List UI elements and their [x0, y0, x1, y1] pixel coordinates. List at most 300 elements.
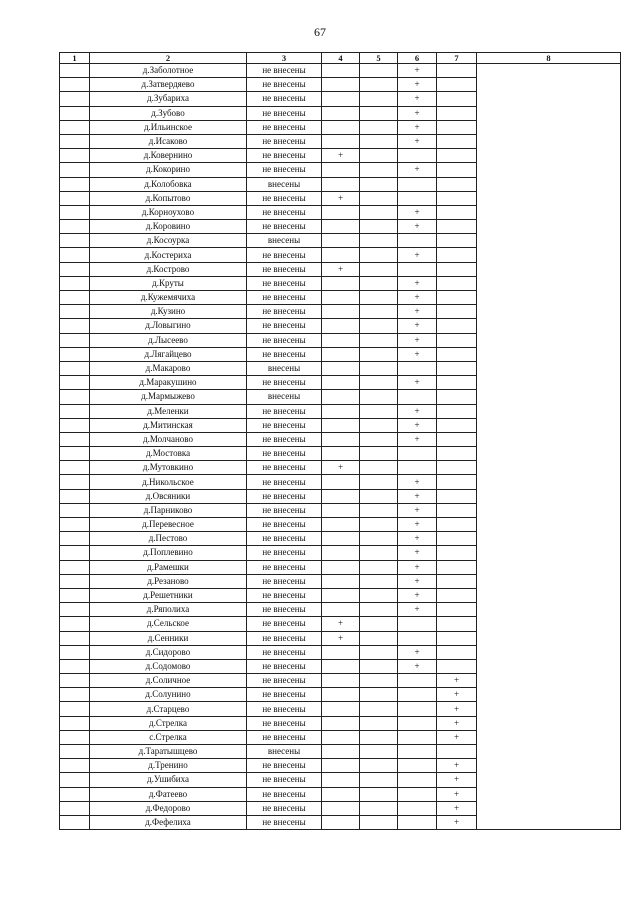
status-cell: не внесены: [247, 588, 322, 602]
col5-mark-cell: [360, 603, 398, 617]
col4-mark-cell: [322, 588, 360, 602]
status-cell: не внесены: [247, 574, 322, 588]
col6-mark-cell: +: [398, 163, 437, 177]
col6-mark-cell: +: [398, 532, 437, 546]
col5-mark-cell: [360, 645, 398, 659]
col6-mark-cell: +: [398, 205, 437, 219]
col4-mark-cell: [322, 64, 360, 78]
col6-mark-cell: +: [398, 432, 437, 446]
settlement-name-cell: д.Сенники: [90, 631, 247, 645]
row-number-cell: [60, 815, 90, 829]
status-cell: не внесены: [247, 134, 322, 148]
col4-mark-cell: [322, 603, 360, 617]
col4-mark-cell: [322, 801, 360, 815]
col5-mark-cell: [360, 574, 398, 588]
col7-mark-cell: [437, 560, 477, 574]
col4-mark-cell: [322, 205, 360, 219]
row-number-cell: [60, 404, 90, 418]
row-number-cell: [60, 702, 90, 716]
settlement-name-cell: д.Ушибиха: [90, 773, 247, 787]
col4-mark-cell: +: [322, 149, 360, 163]
col5-mark-cell: [360, 418, 398, 432]
status-cell: не внесены: [247, 276, 322, 290]
col7-mark-cell: [437, 64, 477, 78]
col6-mark-cell: [398, 262, 437, 276]
row-number-cell: [60, 361, 90, 375]
col7-mark-cell: [437, 603, 477, 617]
col7-mark-cell: [437, 78, 477, 92]
col7-mark-cell: [437, 418, 477, 432]
col7-mark-cell: [437, 532, 477, 546]
settlement-name-cell: д.Старцево: [90, 702, 247, 716]
col5-mark-cell: [360, 177, 398, 191]
col4-mark-cell: [322, 361, 360, 375]
col7-mark-cell: +: [437, 674, 477, 688]
col5-mark-cell: [360, 347, 398, 361]
col7-mark-cell: [437, 149, 477, 163]
row-number-cell: [60, 574, 90, 588]
row-number-cell: [60, 603, 90, 617]
col7-mark-cell: [437, 177, 477, 191]
column-header: 6: [398, 53, 437, 64]
settlement-name-cell: д.Молчаново: [90, 432, 247, 446]
row-number-cell: [60, 503, 90, 517]
col7-mark-cell: [437, 106, 477, 120]
col6-mark-cell: [398, 191, 437, 205]
col6-mark-cell: +: [398, 603, 437, 617]
settlement-name-cell: д.Ряполиха: [90, 603, 247, 617]
col6-mark-cell: +: [398, 588, 437, 602]
status-cell: не внесены: [247, 333, 322, 347]
row-number-cell: [60, 220, 90, 234]
col4-mark-cell: [322, 773, 360, 787]
col6-mark-cell: +: [398, 106, 437, 120]
settlement-name-cell: д.Зубариха: [90, 92, 247, 106]
row-number-cell: [60, 78, 90, 92]
settlement-name-cell: д.Костериха: [90, 248, 247, 262]
settlement-name-cell: д.Круты: [90, 276, 247, 290]
status-cell: не внесены: [247, 262, 322, 276]
col5-mark-cell: [360, 688, 398, 702]
settlement-name-cell: д.Копытово: [90, 191, 247, 205]
row-number-cell: [60, 248, 90, 262]
column-header: 3: [247, 53, 322, 64]
row-number-cell: [60, 418, 90, 432]
col7-mark-cell: [437, 163, 477, 177]
row-number-cell: [60, 588, 90, 602]
status-cell: не внесены: [247, 319, 322, 333]
col5-mark-cell: [360, 716, 398, 730]
col5-mark-cell: [360, 801, 398, 815]
col7-mark-cell: [437, 234, 477, 248]
col7-mark-cell: [437, 205, 477, 219]
row-number-cell: [60, 262, 90, 276]
status-cell: не внесены: [247, 447, 322, 461]
col4-mark-cell: [322, 688, 360, 702]
col4-mark-cell: [322, 503, 360, 517]
col4-mark-cell: [322, 276, 360, 290]
row-number-cell: [60, 291, 90, 305]
col7-mark-cell: [437, 546, 477, 560]
status-cell: не внесены: [247, 603, 322, 617]
col5-mark-cell: [360, 631, 398, 645]
col6-mark-cell: [398, 631, 437, 645]
col5-mark-cell: [360, 447, 398, 461]
col6-mark-cell: +: [398, 78, 437, 92]
col4-mark-cell: [322, 305, 360, 319]
col7-mark-cell: [437, 631, 477, 645]
status-cell: не внесены: [247, 149, 322, 163]
col5-mark-cell: [360, 546, 398, 560]
row-number-cell: [60, 518, 90, 532]
status-cell: не внесены: [247, 404, 322, 418]
settlement-name-cell: д.Корноухово: [90, 205, 247, 219]
col5-mark-cell: [360, 461, 398, 475]
col7-mark-cell: [437, 248, 477, 262]
settlement-name-cell: д.Никольское: [90, 475, 247, 489]
col5-mark-cell: [360, 333, 398, 347]
col7-mark-cell: [437, 489, 477, 503]
col5-mark-cell: [360, 745, 398, 759]
col5-mark-cell: [360, 475, 398, 489]
col4-mark-cell: [322, 163, 360, 177]
col4-mark-cell: [322, 560, 360, 574]
col6-mark-cell: [398, 617, 437, 631]
column-header: 5: [360, 53, 398, 64]
status-cell: не внесены: [247, 418, 322, 432]
col6-mark-cell: +: [398, 659, 437, 673]
settlement-name-cell: д.Фатеево: [90, 787, 247, 801]
col7-mark-cell: [437, 220, 477, 234]
settlement-name-cell: д.Коровино: [90, 220, 247, 234]
col5-mark-cell: [360, 404, 398, 418]
col6-mark-cell: [398, 361, 437, 375]
col7-mark-cell: [437, 745, 477, 759]
row-number-cell: [60, 64, 90, 78]
settlement-name-cell: д.Макарово: [90, 361, 247, 375]
settlement-name-cell: д.Зубово: [90, 106, 247, 120]
col6-mark-cell: [398, 787, 437, 801]
col6-mark-cell: +: [398, 560, 437, 574]
col7-mark-cell: +: [437, 716, 477, 730]
settlement-name-cell: д.Заболотное: [90, 64, 247, 78]
col5-mark-cell: [360, 773, 398, 787]
col5-mark-cell: [360, 560, 398, 574]
row-number-cell: [60, 617, 90, 631]
status-cell: не внесены: [247, 78, 322, 92]
status-cell: не внесены: [247, 532, 322, 546]
status-cell: не внесены: [247, 248, 322, 262]
col6-mark-cell: [398, 730, 437, 744]
col4-mark-cell: [322, 674, 360, 688]
col7-mark-cell: [437, 276, 477, 290]
table-body: [60, 53, 621, 830]
col4-mark-cell: [322, 177, 360, 191]
column-8-merged-cell: [477, 64, 621, 830]
col7-mark-cell: [437, 461, 477, 475]
status-cell: не внесены: [247, 659, 322, 673]
col7-mark-cell: [437, 333, 477, 347]
col4-mark-cell: [322, 659, 360, 673]
status-cell: не внесены: [247, 205, 322, 219]
settlement-name-cell: д.Сидорово: [90, 645, 247, 659]
status-cell: не внесены: [247, 645, 322, 659]
row-number-cell: [60, 106, 90, 120]
settlement-name-cell: д.Парниково: [90, 503, 247, 517]
col5-mark-cell: [360, 191, 398, 205]
col4-mark-cell: +: [322, 461, 360, 475]
col6-mark-cell: [398, 447, 437, 461]
row-number-cell: [60, 134, 90, 148]
status-cell: не внесены: [247, 347, 322, 361]
col6-mark-cell: +: [398, 92, 437, 106]
column-header: 8: [477, 53, 621, 64]
settlement-name-cell: д.Поплевино: [90, 546, 247, 560]
col4-mark-cell: [322, 92, 360, 106]
row-number-cell: [60, 305, 90, 319]
col4-mark-cell: [322, 333, 360, 347]
row-number-cell: [60, 120, 90, 134]
settlement-name-cell: д.Кокорино: [90, 163, 247, 177]
col4-mark-cell: [322, 134, 360, 148]
col4-mark-cell: [322, 220, 360, 234]
row-number-cell: [60, 631, 90, 645]
col5-mark-cell: [360, 759, 398, 773]
settlement-name-cell: д.Лягайцево: [90, 347, 247, 361]
col6-mark-cell: +: [398, 489, 437, 503]
row-number-cell: [60, 333, 90, 347]
col4-mark-cell: +: [322, 262, 360, 276]
col6-mark-cell: [398, 688, 437, 702]
settlement-name-cell: д.Маракушино: [90, 376, 247, 390]
col5-mark-cell: [360, 120, 398, 134]
col4-mark-cell: +: [322, 617, 360, 631]
col5-mark-cell: [360, 64, 398, 78]
col6-mark-cell: +: [398, 404, 437, 418]
settlement-name-cell: д.Мутовкино: [90, 461, 247, 475]
row-number-cell: [60, 787, 90, 801]
row-number-cell: [60, 432, 90, 446]
col7-mark-cell: [437, 361, 477, 375]
col6-mark-cell: +: [398, 418, 437, 432]
status-cell: не внесены: [247, 815, 322, 829]
col7-mark-cell: [437, 432, 477, 446]
status-cell: не внесены: [247, 220, 322, 234]
col4-mark-cell: [322, 106, 360, 120]
col5-mark-cell: [360, 163, 398, 177]
row-number-cell: [60, 149, 90, 163]
settlement-name-cell: д.Соличное: [90, 674, 247, 688]
col5-mark-cell: [360, 518, 398, 532]
col6-mark-cell: +: [398, 333, 437, 347]
row-number-cell: [60, 645, 90, 659]
col6-mark-cell: +: [398, 546, 437, 560]
col5-mark-cell: [360, 220, 398, 234]
col4-mark-cell: [322, 404, 360, 418]
col4-mark-cell: [322, 759, 360, 773]
status-cell: не внесены: [247, 191, 322, 205]
status-cell: не внесены: [247, 432, 322, 446]
settlement-name-cell: д.Овсяники: [90, 489, 247, 503]
col5-mark-cell: [360, 276, 398, 290]
col6-mark-cell: [398, 234, 437, 248]
col5-mark-cell: [360, 319, 398, 333]
col7-mark-cell: [437, 574, 477, 588]
col5-mark-cell: [360, 588, 398, 602]
row-number-cell: [60, 276, 90, 290]
col7-mark-cell: [437, 503, 477, 517]
col5-mark-cell: [360, 234, 398, 248]
col6-mark-cell: +: [398, 120, 437, 134]
col6-mark-cell: +: [398, 134, 437, 148]
col6-mark-cell: +: [398, 475, 437, 489]
col7-mark-cell: [437, 262, 477, 276]
col5-mark-cell: [360, 305, 398, 319]
col4-mark-cell: [322, 745, 360, 759]
col4-mark-cell: [322, 347, 360, 361]
col7-mark-cell: +: [437, 730, 477, 744]
status-cell: не внесены: [247, 163, 322, 177]
col4-mark-cell: [322, 376, 360, 390]
col4-mark-cell: [322, 532, 360, 546]
status-cell: не внесены: [247, 702, 322, 716]
status-cell: не внесены: [247, 64, 322, 78]
col4-mark-cell: [322, 432, 360, 446]
col7-mark-cell: [437, 518, 477, 532]
settlement-name-cell: д.Исаково: [90, 134, 247, 148]
status-cell: не внесены: [247, 730, 322, 744]
col5-mark-cell: [360, 92, 398, 106]
row-number-cell: [60, 376, 90, 390]
status-cell: внесены: [247, 234, 322, 248]
col4-mark-cell: [322, 390, 360, 404]
row-number-cell: [60, 773, 90, 787]
row-number-cell: [60, 347, 90, 361]
row-number-cell: [60, 532, 90, 546]
col4-mark-cell: +: [322, 631, 360, 645]
col6-mark-cell: [398, 149, 437, 163]
col4-mark-cell: [322, 120, 360, 134]
col5-mark-cell: [360, 361, 398, 375]
settlement-name-cell: д.Федорово: [90, 801, 247, 815]
col5-mark-cell: [360, 730, 398, 744]
settlement-name-cell: д.Мармыжево: [90, 390, 247, 404]
settlement-name-cell: д.Сельское: [90, 617, 247, 631]
col7-mark-cell: [437, 92, 477, 106]
col4-mark-cell: [322, 78, 360, 92]
col6-mark-cell: +: [398, 319, 437, 333]
col4-mark-cell: [322, 447, 360, 461]
col6-mark-cell: +: [398, 503, 437, 517]
col6-mark-cell: [398, 461, 437, 475]
col5-mark-cell: [360, 674, 398, 688]
col4-mark-cell: [322, 702, 360, 716]
col7-mark-cell: [437, 134, 477, 148]
col6-mark-cell: [398, 390, 437, 404]
settlements-table: [59, 52, 621, 830]
col6-mark-cell: [398, 716, 437, 730]
column-header: 7: [437, 53, 477, 64]
col4-mark-cell: [322, 815, 360, 829]
row-number-cell: [60, 546, 90, 560]
settlement-name-cell: д.Содомово: [90, 659, 247, 673]
col7-mark-cell: [437, 376, 477, 390]
col7-mark-cell: [437, 291, 477, 305]
header-row: [60, 53, 621, 64]
status-cell: не внесены: [247, 475, 322, 489]
col6-mark-cell: +: [398, 518, 437, 532]
col7-mark-cell: [437, 347, 477, 361]
col7-mark-cell: [437, 191, 477, 205]
settlement-name-cell: д.Пестово: [90, 532, 247, 546]
row-number-cell: [60, 205, 90, 219]
settlement-name-cell: д.Таратышцево: [90, 745, 247, 759]
row-number-cell: [60, 716, 90, 730]
status-cell: не внесены: [247, 376, 322, 390]
col6-mark-cell: [398, 177, 437, 191]
col5-mark-cell: [360, 659, 398, 673]
status-cell: не внесены: [247, 688, 322, 702]
settlement-name-cell: д.Перевесное: [90, 518, 247, 532]
row-number-cell: [60, 688, 90, 702]
row-number-cell: [60, 489, 90, 503]
col4-mark-cell: [322, 574, 360, 588]
col7-mark-cell: [437, 588, 477, 602]
row-number-cell: [60, 191, 90, 205]
status-cell: не внесены: [247, 773, 322, 787]
row-number-cell: [60, 759, 90, 773]
settlement-name-cell: д.Кужемячиха: [90, 291, 247, 305]
status-cell: не внесены: [247, 461, 322, 475]
column-header: 1: [60, 53, 90, 64]
status-cell: внесены: [247, 361, 322, 375]
col5-mark-cell: [360, 815, 398, 829]
status-cell: не внесены: [247, 489, 322, 503]
settlement-name-cell: д.Стрелка: [90, 716, 247, 730]
status-cell: не внесены: [247, 106, 322, 120]
col4-mark-cell: +: [322, 191, 360, 205]
col6-mark-cell: [398, 674, 437, 688]
row-number-cell: [60, 447, 90, 461]
col5-mark-cell: [360, 390, 398, 404]
row-number-cell: [60, 801, 90, 815]
settlement-name-cell: с.Стрелка: [90, 730, 247, 744]
col7-mark-cell: +: [437, 801, 477, 815]
table-row: [60, 64, 621, 78]
status-cell: внесены: [247, 390, 322, 404]
col5-mark-cell: [360, 376, 398, 390]
col6-mark-cell: +: [398, 305, 437, 319]
row-number-cell: [60, 659, 90, 673]
col4-mark-cell: [322, 248, 360, 262]
col6-mark-cell: +: [398, 376, 437, 390]
row-number-cell: [60, 674, 90, 688]
col7-mark-cell: [437, 319, 477, 333]
settlement-name-cell: д.Ловыгино: [90, 319, 247, 333]
status-cell: внесены: [247, 745, 322, 759]
row-number-cell: [60, 92, 90, 106]
settlement-name-cell: д.Ковернино: [90, 149, 247, 163]
col7-mark-cell: [437, 659, 477, 673]
col6-mark-cell: [398, 773, 437, 787]
col5-mark-cell: [360, 262, 398, 276]
row-number-cell: [60, 177, 90, 191]
col4-mark-cell: [322, 475, 360, 489]
status-cell: не внесены: [247, 674, 322, 688]
status-cell: не внесены: [247, 617, 322, 631]
row-number-cell: [60, 390, 90, 404]
col5-mark-cell: [360, 702, 398, 716]
